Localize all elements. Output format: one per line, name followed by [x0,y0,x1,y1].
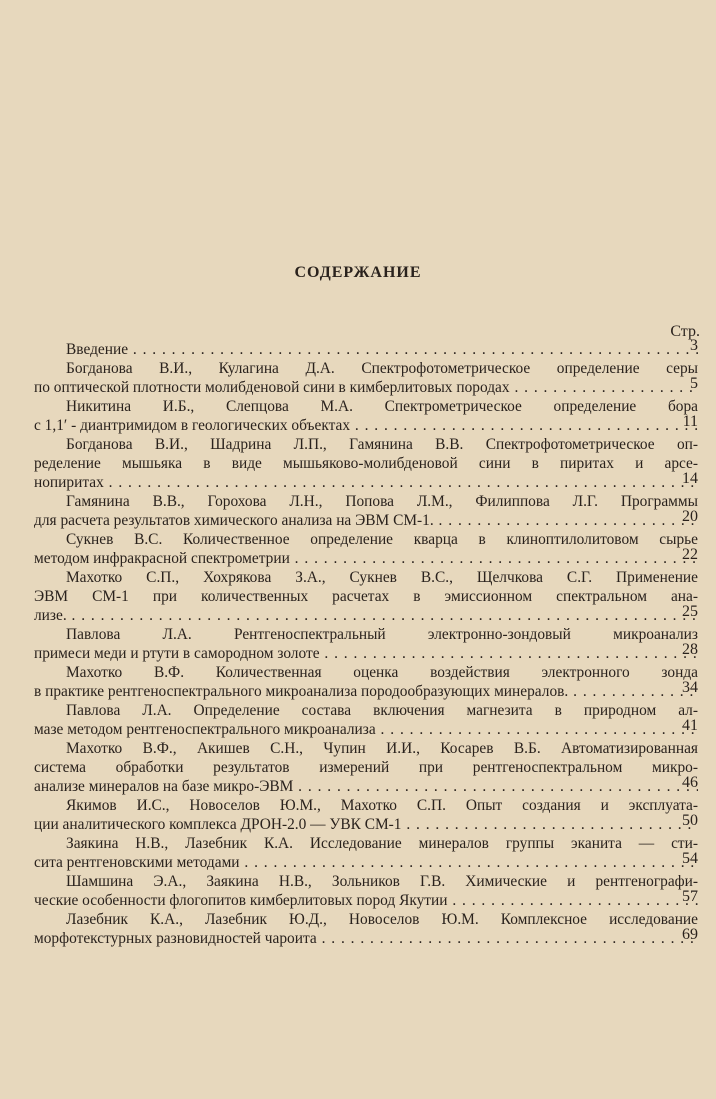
toc-page-number: 69 [682,926,698,943]
toc-entry-text: сита рентгеновскими методами [34,854,240,871]
toc-entry-line [34,739,698,758]
toc-entry-text: Якимов И.С., Новоселов Ю.М., Махотко С.П. Опыт создания и эксплуата- [66,797,698,814]
toc-entry-line [34,910,698,929]
toc-entry-text: ции аналитического комплекса ДРОН-2.0 — УВК СМ-1 [34,816,402,833]
toc-entry-line [34,777,698,796]
toc-entry-text: лизе. [34,607,67,624]
toc-entry-line [34,834,698,853]
toc-page-number: 5 [690,375,698,392]
toc-entry [34,663,698,701]
toc-entry-text: Шамшина Э.А., Заякина Н.В., Зольников Г.В. Химические и рентгенографи- [66,873,698,890]
toc-entry-line [34,625,698,644]
toc-entry-line [34,587,698,606]
toc-entry-line [34,397,698,416]
toc-page-number: 41 [682,717,698,734]
table-of-contents [34,337,698,948]
toc-page-number: 34 [682,679,698,696]
toc-entry-text: Богданова В.И., Кулагина Д.А. Спектрофотометрическое определение серы [66,360,698,377]
toc-entry-text: система обработки результатов измерений при рентгеноспектральном микро- [34,759,698,776]
dot-leader [376,721,698,738]
toc-entry [34,337,698,359]
toc-entry-line [34,644,698,663]
toc-entry [34,625,698,663]
dot-leader [293,778,698,795]
toc-entry [34,796,698,834]
toc-entry [34,910,698,948]
toc-page-number: 11 [682,413,698,430]
toc-entry [34,872,698,910]
dot-leader [320,645,698,662]
page-column-label: Стр. [670,323,700,340]
toc-entry [34,492,698,530]
dot-leader [568,683,698,700]
toc-entry-text: Махотко В.Ф. Количественная оценка воздействия электронного зонда [66,664,698,681]
toc-entry-line [34,454,698,473]
toc-entry [34,739,698,796]
toc-entry-text: примеси меди и ртути в самородном золоте [34,645,320,662]
toc-page-number: 14 [682,470,698,487]
dot-leader [128,341,698,358]
toc-entry-text: Никитина И.Б., Слепцова М.А. Спектрометрическое определение бора [66,398,698,415]
toc-entry-line [34,891,698,910]
toc-entry-line [34,815,698,834]
toc-entry-text: анализе минералов на базе микро-ЭВМ [34,778,294,795]
toc-entry-text: Сукнев В.С. Количественное определение кварца в клиноптилолитовом сырье [66,531,698,548]
toc-entry-text: ческие особенности флогопитов кимберлитовых пород Якутии [34,892,448,909]
toc-page-number: 54 [682,850,698,867]
dot-leader [434,512,698,529]
toc-entry [34,359,698,397]
toc-entry [34,834,698,872]
toc-entry-text: Махотко В.Ф., Акишев С.Н., Чупин И.И., Косарев В.Б. Автоматизированная [66,740,698,757]
toc-entry-line [34,378,698,397]
toc-entry-text: нопиритах [34,474,104,491]
toc-entry-text: Введение [66,341,129,358]
toc-page-number: 22 [682,546,698,563]
toc-entry-line [34,758,698,777]
toc-entry-text: Махотко С.П., Хохрякова З.А., Сукнев В.С., Щелчкова С.Г. Применение [66,569,698,586]
toc-entry-text: Павлова Л.А. Определение состава включения магнезита в природном ал- [66,702,698,719]
dot-leader [240,854,698,871]
toc-entry [34,530,698,568]
toc-entry-line [34,929,698,948]
toc-page-number: 25 [682,603,698,620]
toc-entry-text: с 1,1′ - диантримидом в геологических объектах [34,417,351,434]
toc-entry-line [34,663,698,682]
toc-entry-line [34,872,698,891]
toc-entry-line [34,701,698,720]
toc-entry-text: в практике рентгеноспектрального микроанализа породообразующих минералов. [34,683,569,700]
toc-page-number: 3 [690,337,698,354]
toc-entry-line [34,606,698,625]
dot-leader [290,550,698,567]
toc-entry-line [34,435,698,454]
toc-entry-text: методом инфракрасной спектрометрии [34,550,290,567]
toc-entry-line [34,511,698,530]
toc-entry-line [34,796,698,815]
toc-entry-line [34,549,698,568]
toc-entry-line [34,492,698,511]
toc-page-number: 20 [682,508,698,525]
toc-entry-text: мазе методом рентгеноспектрального микроанализа [34,721,376,738]
dot-leader [401,816,698,833]
dot-leader [67,607,698,624]
toc-entry-text: Богданова В.И., Шадрина Л.П., Гамянина В.В. Спектрофотометрическое оп- [66,436,698,453]
toc-entry-text: ределение мышьяка в виде мышьяково-молибденовой сини в пиритах и арсе- [34,455,698,472]
toc-entry [34,435,698,492]
toc-page-number: 57 [682,888,698,905]
toc-entry-text: Лазебник К.А., Лазебник Ю.Д., Новоселов Ю.М. Комплексное исследование [66,911,698,928]
toc-entry-text: по оптической плотности молибденовой сини в кимберлитовых породах [34,379,510,396]
toc-entry-line [34,340,698,359]
toc-page-number: 46 [682,774,698,791]
toc-entry-line [34,530,698,549]
toc-entry [34,701,698,739]
dot-leader [448,892,699,909]
dot-leader [317,930,698,947]
toc-entry-line [34,416,698,435]
toc-entry-text: ЭВМ СМ-1 при количественных расчетах в эмиссионном спектральном ана- [34,588,698,605]
toc-entry-line [34,720,698,739]
toc-entry-text: Гамянина В.В., Горохова Л.Н., Попова Л.М., Филиппова Л.Г. Программы [66,493,698,510]
toc-entry-line [34,682,698,701]
toc-entry-line [34,473,698,492]
dot-leader [350,417,698,434]
toc-entry-text: для расчета результатов химического анализа на ЭВМ СМ-1. [34,512,434,529]
toc-entry-text: Павлова Л.А. Рентгеноспектральный электронно-зондовый микроанализ [66,626,698,643]
toc-entry-line [34,568,698,587]
toc-entry [34,568,698,625]
toc-entry-text: Заякина Н.В., Лазебник К.А. Исследование минералов группы эканита — сти- [66,835,698,852]
toc-page-number: 28 [682,641,698,658]
dot-leader [104,474,698,491]
toc-page-number: 50 [682,812,698,829]
toc-entry-line [34,359,698,378]
toc-entry [34,397,698,435]
page-title: СОДЕРЖАНИЕ [294,264,422,281]
toc-entry-line [34,853,698,872]
dot-leader [510,379,698,396]
toc-entry-text: морфотекстурных разновидностей чароита [34,930,317,947]
